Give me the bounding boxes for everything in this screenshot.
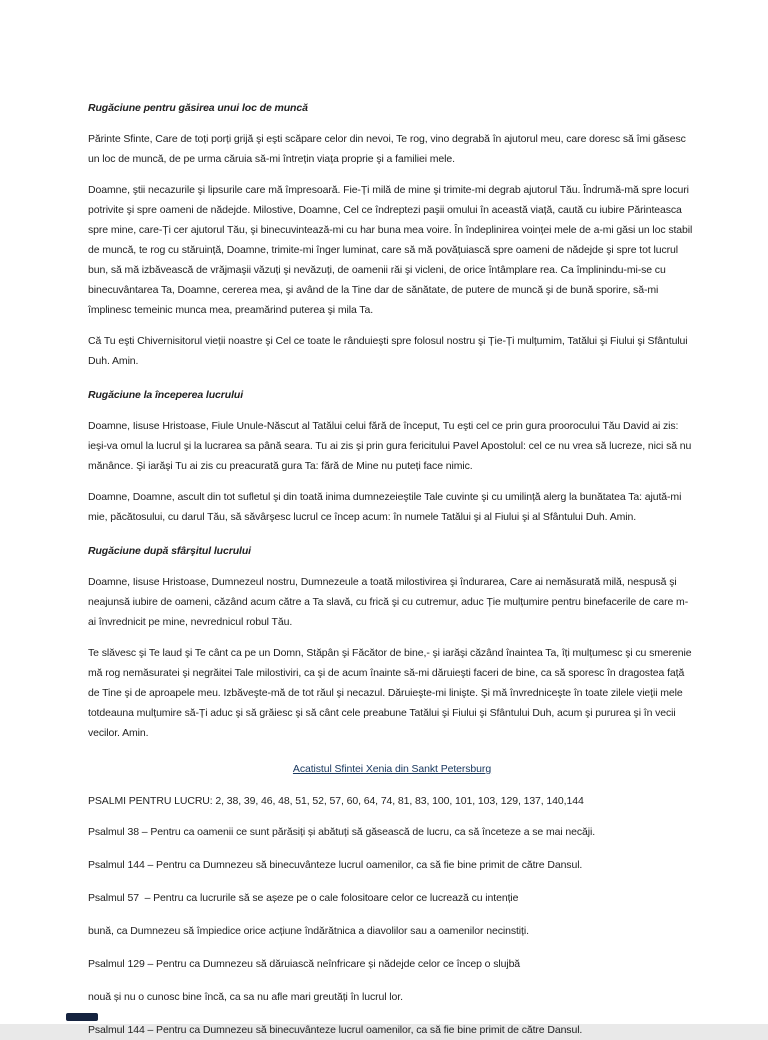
- psalm-line-144-a: Psalmul 144 – Pentru ca Dumnezeu să binecuvânteze lucrul oamenilor, ca să fie bine primit de către Dansul.: [88, 859, 583, 871]
- psalmi-pentru-lucru-list: PSALMI PENTRU LUCRU: 2, 38, 39, 46, 48, 51, 52, 57, 60, 64, 74, 81, 83, 100, 101, 103, 129, 137, 140,144: [88, 795, 584, 807]
- heading-prayer-start-work: Rugăciune la începerea lucrului: [88, 389, 244, 401]
- heading-prayer-end-work: Rugăciune după sfârşitul lucrului: [88, 545, 251, 557]
- paragraph-te-slavesc: Te slăvesc şi Te laud şi Te cânt ca pe un Domn, Stăpân şi Făcător de bine,- şi iarăşi căzând înaintea Ta, îți mulțumesc şi cu smerenie mă rog nemăsuratei şi negrăitei Tale milostiviri, ca şi de acum înainte să-mi dăruieşti faceri de bine, ca să sporesc în dragostea față de Tine şi de aproapele meu. Izbăveşte-mă de tot răul şi necazul. Dăruieşte-mi linişte. Şi mă învredniceşte în toate zilele vieții mele totdeauna mulțumire să-Ți aduc şi să grăiesc şi să cânt cele preabune Tatălui şi Fiului şi Sfântului Duh, acum şi pururea şi în vecii vecilor. Amin.: [88, 647, 695, 739]
- psalm-line-57-continuation: bună, ca Dumnezeu să împiedice orice acțiune îndărătnica a diavolilor sau a oamenilor necinstiți.: [88, 925, 529, 937]
- psalm-line-57: Psalmul 57 – Pentru ca lucrurile să se așeze pe o cale folositoare celor ce lucrează cu intenție: [88, 892, 519, 904]
- heading-prayer-find-work: Rugăciune pentru găsirea unui loc de muncă: [88, 102, 308, 114]
- paragraph-ca-tu-esti-chivernisitorul: Că Tu eşti Chivernisitorul vieții noastre şi Cel ce toate le rânduieşti spre folosul nostru şi Ție-Ți mulțumim, Tatălui şi Fiului şi Sfântului Duh. Amin.: [88, 335, 691, 367]
- acatist-sfanta-xenia-link[interactable]: Acatistul Sfintei Xenia din Sankt Petersburg: [292, 763, 492, 775]
- paragraph-doamne-iisuse-fiule: Doamne, Iisuse Hristoase, Fiule Unule-Născut al Tatălui celui fără de început, Tu eşti cel ce prin gura proorocului Tău David ai zis: ieşi-va omul la lucrul şi la lucrarea sa până seara. Tu ai zis şi prin gura fericitului Pavel Apostolul: cel ce nu vrea să lucreze, nici să nu mănânce. Şi iarăşi Tu ai zis cu preacurată gura Ta: fără de Mine nu puteți face nimic.: [88, 420, 695, 472]
- partial-footer-element: [66, 1013, 98, 1021]
- psalm-line-129: Psalmul 129 – Pentru ca Dumnezeu să dăruiască neînfricare și nădejde celor ce încep o slujbă: [88, 958, 521, 970]
- paragraph-parinte-sfinte: Părinte Sfinte, Care de toți porți grijă şi eşti scăpare celor din nevoi, Te rog, vino degrabă în ajutorul meu, care doresc să îmi găsesc un loc de muncă, de pe urma căruia să-mi întrețin viața proprie şi a familiei mele.: [88, 133, 689, 165]
- paragraph-doamne-doamne-ascult: Doamne, Doamne, ascult din tot sufletul şi din toată inima dumnezeieştile Tale cuvinte şi cu umilință alerg la bunătatea Ta: ajută-mi mie, păcătosului, cu darul Tău, să săvârşesc lucrul ce încep acum: în numele Tatălui şi al Fiului şi al Sfântului Duh. Amin.: [88, 491, 685, 523]
- paragraph-doamne-iisuse-dumnezeul: Doamne, Iisuse Hristoase, Dumnezeul nostru, Dumnezeule a toată milostivirea şi îndurarea, Care ai nemăsurată milă, nespusă şi neajunsă iubire de oameni, căzând acum către a Ta slavă, cu frică şi cu cutremur, aduc Ție mulțumire pentru binefacerile de care m-ai învrednicit pe mine, nevrednicul robul Tău.: [88, 576, 689, 628]
- paragraph-doamne-stii-necazurile: Doamne, ştii necazurile şi lipsurile care mă împresoară. Fie-Ți milă de mine şi trimite-mi degrab ajutorul Tău. Îndrumă-mă spre locuri potrivite şi spre oameni de nădejde. Milostive, Doamne, Cel ce îndreptezi paşii omului în această viață, caută cu iubire Părinteasca spre mine, care-Ți cer ajutorul Tău, şi binecuvintează-mi cu har buna mea voire. În îndeplinirea voinței mele de a-mi găsi un loc stabil de muncă, te rog cu stăruință, Doamne, trimite-mi înger luminat, care să mă povățuiască spre oameni de nădejde şi spre tot lucrul bun, să mă izbăvească de vrăjmaşii văzuți şi nevăzuți, de oamenii răi şi vicleni, de orice întâmplare rea. Ca împlinindu-mi-se cu binecuvântarea Ta, Doamne, cererea mea, şi având de la Tine dar de sănătate, de putere de muncă şi de bună sporire, să-mi împlinesc temeinic munca mea, preamărind puterea şi mila Ta.: [88, 184, 696, 316]
- acatist-link-row: [88, 759, 696, 777]
- psalm-line-129-continuation: nouă și nu o cunosc bine încă, ca sa nu afle mari greutăți în lucrul lor.: [88, 991, 403, 1003]
- psalm-line-38: Psalmul 38 – Pentru ca oamenii ce sunt părăsiți și abătuți să găsească de lucru, ca să înceteze a se mai necăji.: [88, 826, 596, 838]
- psalm-line-144-b: Psalmul 144 – Pentru ca Dumnezeu să binecuvânteze lucrul oamenilor, ca să fie bine primit de către Dansul.: [88, 1024, 583, 1036]
